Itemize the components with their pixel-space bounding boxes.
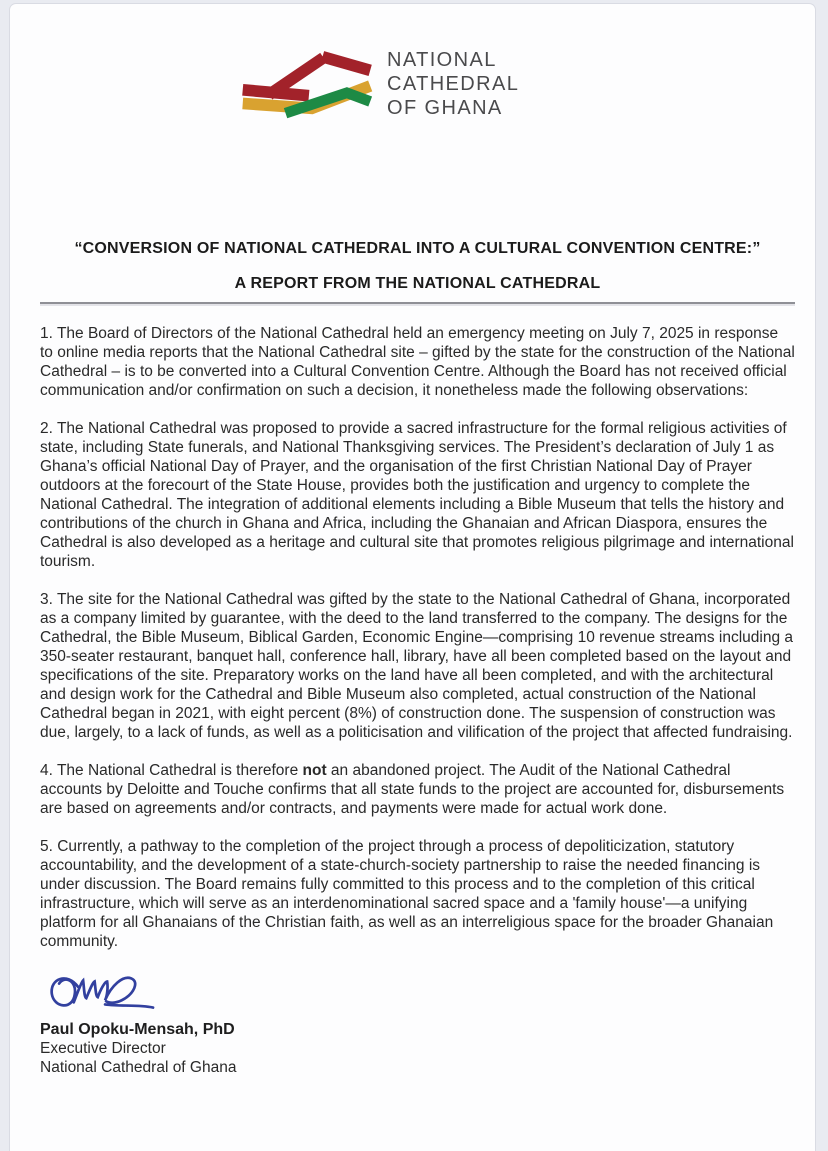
signature-stroke [52, 978, 153, 1008]
signatory-title: Executive Director [40, 1040, 166, 1057]
paragraph-3: 3. The site for the National Cathedral was gifted by the state to the National Cathedral of Ghana, incorporated as a company limited by guarantee, with the deed to the land transferred to the company. The designs for the Cathedral, the Bible Museum, Biblical Garden, Economic Engine—comprising 10 revenue streams including a 350-seater restaurant, banquet hall, conference hall, library, have all been completed based on the layout and specifications of the site. Preparatory works on the land have all been completed, and with the architectural and design work for the Cathedral and Bible Museum also completed, actual construction of the National Cathedral began in 2021, with eight percent (8%) of construction done. The suspension of construction was due, largely, to a lack of funds, as well as a politicisation and vilification of the project that affected fundraising. [40, 591, 793, 741]
signatory-name: Paul Opoku-Mensah, PhD [40, 1021, 235, 1038]
document-subtitle: A REPORT FROM THE NATIONAL CATHEDRAL [234, 275, 601, 292]
paragraph-4-rest: an abandoned project. The Audit of the National Cathedral accounts by Deloitte and Touche confirms that all state funds to the project are accounted for, disbursements are based on agreements and/or contracts, and payments were made for actual work done. [40, 762, 785, 817]
document-title: “CONVERSION OF NATIONAL CATHEDRAL INTO A CULTURAL CONVENTION CENTRE:” [74, 240, 761, 257]
paragraph-2: 2. The National Cathedral was proposed to provide a sacred infrastructure for the formal religious activities of state, including State funerals, and National Thanksgiving services. The President’s declaration of July 1 as Ghana’s official National Day of Prayer, and the organisation of the first Christian National Day of Prayer outdoors at the forecourt of the State House, provides both the justification and urgency to complete the National Cathedral. The integration of additional elements including a Bible Museum that tells the history and contributions of the church in Ghana and Africa, including the Ghanaian and African Diaspora, ensures the Cathedral is also developed as a heritage and cultural site that promotes religious pilgrimage and international tourism. [40, 420, 794, 570]
logo-line-3: OF GHANA [387, 97, 503, 119]
title-divider [40, 302, 795, 304]
signature-icon [42, 970, 166, 1018]
logo-wordmark [387, 48, 519, 120]
cathedral-logo-icon [235, 48, 375, 120]
logo-line-1: NATIONAL [387, 49, 497, 71]
paragraph-4 [40, 761, 795, 818]
paragraph-5: 5. Currently, a pathway to the completion of the project through a process of depoliticization, statutory accountability, and the development of a state-church-society partnership to raise the needed financing is under discussion. The Board remains fully committed to this process and to the completion of this critical infrastructure, which will serve as an interdenominational sacred space and a 'family house'—a unifying platform for all Ghanaians of the Christian faith, as well as an interreligious space for the broader Ghanaian community. [40, 838, 774, 950]
signatory-organization: National Cathedral of Ghana [40, 1059, 237, 1076]
logo [235, 48, 795, 120]
document-page [10, 4, 815, 1151]
paragraph-1: 1. The Board of Directors of the National Cathedral held an emergency meeting on July 7, 2025 in response to online media reports that the National Cathedral site – gifted by the state for the construction of the National Cathedral – is to be converted into a Cultural Convention Centre. Although the Board has not received official communication and/or confirmation on such a decision, it nonetheless made the following observations: [40, 325, 795, 399]
paragraph-4-lead: 4. The National Cathedral is therefore [40, 762, 303, 779]
document-body [40, 324, 795, 951]
signature-block [40, 970, 795, 1077]
paragraph-4-emphasis: not [302, 762, 327, 779]
logo-line-2: CATHEDRAL [387, 73, 520, 95]
